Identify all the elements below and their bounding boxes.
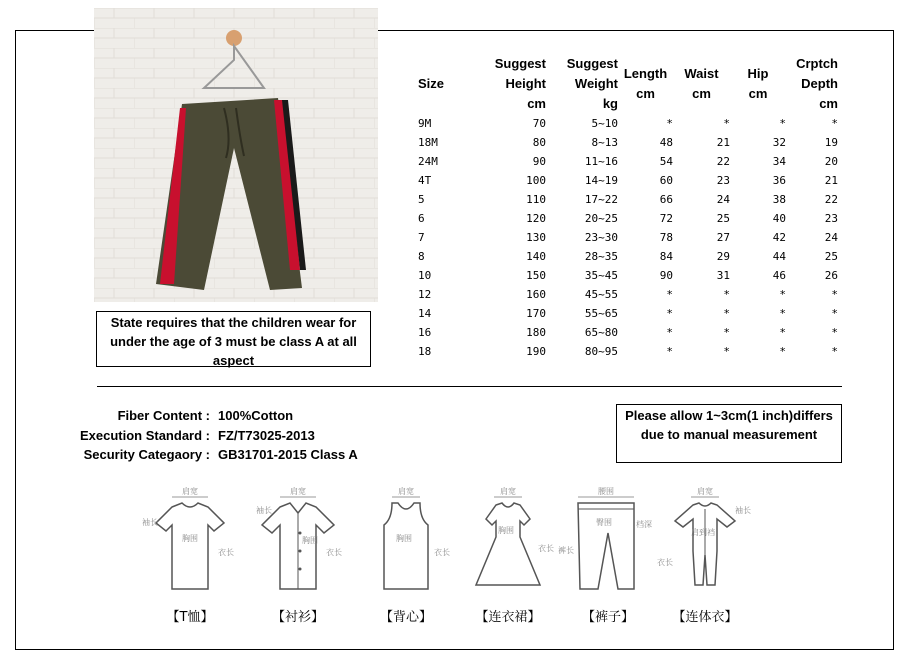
dress-icon <box>458 485 558 600</box>
table-cell: 150 <box>526 269 546 282</box>
column-header-line: Hip <box>747 66 769 81</box>
garment-dress-top: 肩宽 <box>500 487 516 496</box>
table-row <box>418 304 838 323</box>
table-cell: 48 <box>659 136 673 149</box>
column-header <box>466 54 546 114</box>
size-chart-header <box>418 54 838 114</box>
table-cell: 170 <box>526 307 546 320</box>
table-cell: 16 <box>418 326 432 339</box>
table-cell: * <box>779 345 786 358</box>
garment-tshirt <box>140 485 240 625</box>
table-cell: 90 <box>659 269 673 282</box>
column-header-line: Waist <box>684 66 719 81</box>
table-cell: 7 <box>418 231 425 244</box>
table-cell: * <box>666 345 673 358</box>
garment-tshirt-label: 【T恤】 <box>166 610 214 625</box>
table-cell: 24M <box>418 155 438 168</box>
column-header-line: cm <box>819 96 838 111</box>
column-header-line: Size <box>418 76 445 91</box>
table-row <box>418 342 838 361</box>
column-header-line: cm <box>692 86 711 101</box>
table-cell: * <box>831 307 838 320</box>
table-cell: 100 <box>526 174 546 187</box>
garment-pants-side: 裤长 <box>558 546 574 555</box>
table-cell: * <box>723 345 730 358</box>
table-cell: 44 <box>772 250 786 263</box>
table-cell: 80~95 <box>584 345 618 358</box>
table-row <box>418 228 838 247</box>
garment-tshirt-top: 肩宽 <box>182 487 198 496</box>
table-cell: * <box>723 307 730 320</box>
table-cell: * <box>723 326 730 339</box>
garment-pants <box>558 485 658 625</box>
table-cell: * <box>723 117 730 130</box>
garment-pants-extra: 档深 <box>636 520 652 529</box>
table-cell: * <box>666 326 673 339</box>
garment-shirt-sleeve: 袖长 <box>256 506 272 515</box>
garment-shirt <box>248 485 348 625</box>
table-cell: 66 <box>659 193 673 206</box>
table-cell: 10 <box>418 269 432 282</box>
spec-standard: Execution Standard : FZ/T73025-2013 <box>79 427 315 443</box>
garment-vest-top: 肩宽 <box>398 487 414 496</box>
column-header-line: Suggest <box>494 56 546 71</box>
column-header <box>786 54 838 114</box>
garment-romper-sleeve: 袖长 <box>735 506 751 515</box>
garment-shirt-chest: 胸围 <box>302 536 318 545</box>
garment-shirt-side: 衣长 <box>326 548 342 557</box>
table-cell: 40 <box>772 212 786 225</box>
table-cell: * <box>831 345 838 358</box>
pants-illustration <box>94 8 378 302</box>
column-header <box>546 54 618 114</box>
pants-icon <box>558 485 658 600</box>
table-cell: 110 <box>526 193 546 206</box>
table-cell: 12 <box>418 288 432 301</box>
table-cell: * <box>666 307 673 320</box>
spec-fiber: Fiber Content : 100%Cotton <box>117 408 294 423</box>
age-notice: State requires that the children wear for under the age of 3 must be class A at all aspect <box>96 311 371 367</box>
garment-dress-side: 衣长 <box>538 544 554 553</box>
romper-icon <box>655 485 755 600</box>
table-cell: 54 <box>659 155 673 168</box>
table-cell: 23~30 <box>584 231 618 244</box>
tshirt-icon <box>140 485 240 600</box>
table-cell: 32 <box>772 136 786 149</box>
table-cell: 60 <box>659 174 673 187</box>
table-cell: 17~22 <box>584 193 618 206</box>
table-cell: * <box>723 288 730 301</box>
garment-shirt-top: 肩宽 <box>290 487 306 496</box>
table-cell: 35~45 <box>584 269 618 282</box>
column-header <box>418 54 466 114</box>
size-chart-table <box>418 54 838 361</box>
table-cell: 34 <box>772 155 786 168</box>
table-cell: 20~25 <box>584 212 618 225</box>
table-row <box>418 152 838 171</box>
garment-tshirt-side: 衣长 <box>218 548 234 557</box>
garment-romper-side: 衣长 <box>657 558 673 567</box>
table-row <box>418 323 838 342</box>
table-cell: 5~10 <box>591 117 618 130</box>
table-cell: 190 <box>526 345 546 358</box>
table-cell: 160 <box>526 288 546 301</box>
table-cell: 21 <box>824 174 838 187</box>
garment-shirt-label: 【衬衫】 <box>271 610 324 625</box>
column-header-line: Height <box>505 76 546 91</box>
table-cell: 55~65 <box>584 307 618 320</box>
table-row <box>418 266 838 285</box>
table-cell: * <box>779 117 786 130</box>
column-header-line: cm <box>636 86 655 101</box>
garment-pants-top: 腰围 <box>598 487 614 496</box>
table-cell: 78 <box>659 231 673 244</box>
garment-dress-chest: 胸围 <box>498 526 514 535</box>
table-cell: * <box>831 326 838 339</box>
table-row <box>418 133 838 152</box>
table-cell: 22 <box>824 193 838 206</box>
measurement-note: Please allow 1~3cm(1 inch)differs due to manual measurement <box>616 404 842 463</box>
column-header-line: Depth <box>801 76 838 91</box>
table-cell: 6 <box>418 212 425 225</box>
column-header-line: Length <box>623 66 668 81</box>
table-row <box>418 171 838 190</box>
table-cell: 14 <box>418 307 432 320</box>
column-header-line: Crptch <box>796 56 838 71</box>
table-cell: 8 <box>418 250 425 263</box>
table-cell: 38 <box>772 193 786 206</box>
garment-tshirt-chest: 胸围 <box>182 534 198 543</box>
garment-vest-chest: 胸围 <box>396 534 412 543</box>
table-row <box>418 285 838 304</box>
table-cell: 25 <box>716 212 730 225</box>
garment-vest-label: 【背心】 <box>379 610 432 625</box>
table-cell: * <box>666 117 673 130</box>
table-cell: 22 <box>716 155 730 168</box>
table-cell: 27 <box>716 231 730 244</box>
column-header <box>730 54 786 114</box>
table-cell: 72 <box>659 212 673 225</box>
table-row <box>418 247 838 266</box>
garment-dress <box>458 485 558 625</box>
table-cell: * <box>779 326 786 339</box>
table-cell: 14~19 <box>584 174 618 187</box>
garment-tshirt-sleeve: 袖长 <box>142 518 158 527</box>
table-cell: 70 <box>532 117 546 130</box>
column-header-line: cm <box>527 96 546 111</box>
table-cell: 130 <box>526 231 546 244</box>
table-cell: 45~55 <box>584 288 618 301</box>
table-cell: 8~13 <box>591 136 618 149</box>
table-cell: 23 <box>716 174 730 187</box>
table-cell: 42 <box>772 231 786 244</box>
table-cell: 28~35 <box>584 250 618 263</box>
shirt-icon <box>248 485 348 600</box>
table-cell: 9M <box>418 117 432 130</box>
table-cell: 18M <box>418 136 438 149</box>
table-cell: 84 <box>659 250 673 263</box>
garment-romper-chest: 肩到裆 <box>691 528 715 537</box>
table-cell: * <box>779 307 786 320</box>
table-cell: 31 <box>716 269 730 282</box>
garment-dress-label: 【连衣裙】 <box>475 610 541 625</box>
column-header-line: kg <box>602 96 618 111</box>
table-cell: 65~80 <box>584 326 618 339</box>
table-cell: 90 <box>532 155 546 168</box>
table-cell: 4T <box>418 174 432 187</box>
garment-measure-guide <box>140 485 760 625</box>
garment-romper-top: 肩宽 <box>697 487 713 496</box>
table-cell: 23 <box>824 212 838 225</box>
garment-pants-chest: 臀围 <box>596 518 612 527</box>
table-cell: 20 <box>824 155 838 168</box>
table-cell: * <box>831 288 838 301</box>
table-cell: 46 <box>772 269 786 282</box>
garment-romper <box>655 485 755 625</box>
table-cell: 21 <box>716 136 730 149</box>
table-cell: 18 <box>418 345 432 358</box>
table-cell: * <box>831 117 838 130</box>
spec-security: Security Categaory : GB31701-2015 Class A <box>83 447 358 462</box>
table-cell: 29 <box>716 250 730 263</box>
product-specs <box>60 406 358 465</box>
table-row <box>418 209 838 228</box>
vest-icon <box>356 485 456 600</box>
table-row <box>418 114 838 133</box>
divider <box>97 386 842 387</box>
column-header <box>673 54 730 114</box>
table-cell: 120 <box>526 212 546 225</box>
table-cell: 24 <box>824 231 838 244</box>
table-cell: 140 <box>526 250 546 263</box>
table-cell: 19 <box>824 136 838 149</box>
table-cell: 26 <box>824 269 838 282</box>
product-photo <box>94 8 378 302</box>
column-header <box>618 54 673 114</box>
table-cell: 24 <box>716 193 730 206</box>
table-cell: 80 <box>532 136 546 149</box>
column-header-line: Suggest <box>566 56 618 71</box>
table-cell: 11~16 <box>584 155 618 168</box>
table-cell: 36 <box>772 174 786 187</box>
garment-vest <box>356 485 456 625</box>
garment-romper-label: 【连体衣】 <box>672 610 738 625</box>
table-cell: 5 <box>418 193 425 206</box>
table-cell: 25 <box>824 250 838 263</box>
table-cell: * <box>666 288 673 301</box>
garment-pants-label: 【裤子】 <box>581 610 634 625</box>
column-header-line: cm <box>748 86 768 101</box>
garment-vest-side: 衣长 <box>434 548 450 557</box>
table-cell: 180 <box>526 326 546 339</box>
table-row <box>418 190 838 209</box>
column-header-line: Weight <box>574 76 618 91</box>
table-cell: * <box>779 288 786 301</box>
